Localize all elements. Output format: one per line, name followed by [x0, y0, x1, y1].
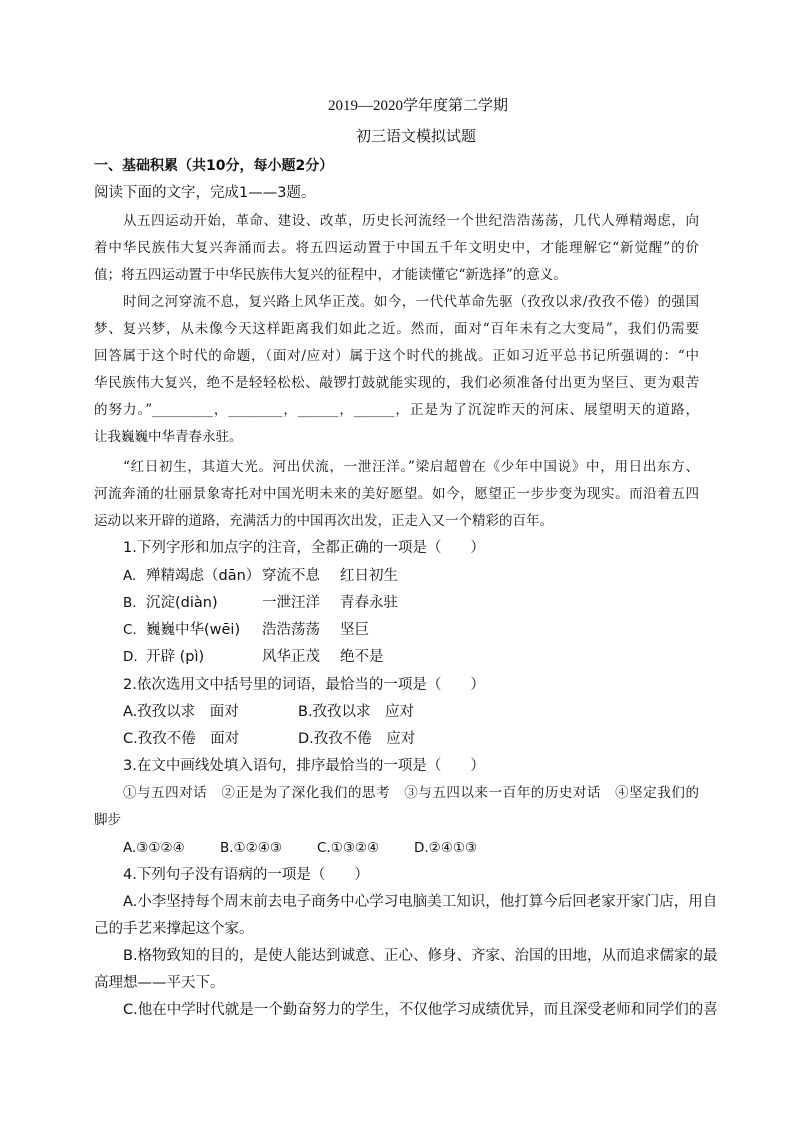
q4-option-c: C.他在中学时代就是一个勤奋努力的学生，不仅他学习成绩优异，而且深受老师和同学们的喜	[123, 1002, 718, 1018]
q1-option-c-word1: 巍巍中华(wēi)	[146, 622, 241, 638]
q3-option-d: D.②④①③	[414, 840, 478, 856]
passage-line: 时间之河穿流不息，复兴路上风华正茂。如今，一代代革命先驱（孜孜以求/孜孜不倦）的强国	[123, 294, 699, 310]
passage-line: 运动以来开辟的道路，充满活力的中国再次出发，正走入又一个精彩的百年。	[94, 513, 553, 529]
q4-option-a-continued: 己的手艺来撑起这个家。	[94, 921, 254, 937]
q3-sentences-continued: 脚步	[94, 812, 121, 828]
reading-instruction: 阅读下面的文字，完成1——3题。	[94, 185, 316, 201]
question-3-stem: 3.在文中画线处填入语句，排序最恰当的一项是（ ）	[123, 758, 485, 774]
q1-option-c-word3: 坚巨	[340, 622, 369, 638]
q1-option-d-word1: 开辟 (pì)	[146, 649, 205, 665]
passage-line: 让我巍巍中华青春永驻。	[94, 429, 243, 445]
passage-line: 回答属于这个时代的命题，（面对/应对）属于这个时代的挑战。正如习近平总书记所强调的：“中	[94, 348, 699, 364]
q1-option-b-word2: 一泄汪洋	[262, 595, 320, 611]
q3-option-a: A.③①②④	[123, 840, 185, 856]
question-1-stem: 1.下列字形和加点字的注音，全都正确的一项是（ ）	[123, 540, 485, 556]
q3-option-c: C.①③②④	[317, 840, 380, 856]
q1-option-b-word1: 沉淀(diàn)	[146, 595, 218, 611]
q2-option-d: D.孜孜不倦 应对	[298, 731, 416, 747]
passage-line: 从五四运动开始，革命、建设、改革，历史长河流经一个世纪浩浩荡荡，几代人殚精竭虑，向	[123, 213, 699, 229]
passage-line: “红日初生，其道大光。河出伏流，一泄汪洋。”梁启超曾在《少年中国说》中，用日出东方、	[123, 459, 699, 475]
q2-option-b: B.孜孜以求 应对	[298, 704, 415, 720]
q1-option-d-label: D.	[123, 649, 138, 665]
q4-option-b-continued: 高理想——平天下。	[94, 975, 225, 991]
question-4-stem: 4.下列句子没有语病的一项是（ ）	[123, 867, 369, 883]
q1-option-c-label: C.	[123, 622, 137, 638]
q2-option-a: A.孜孜以求 面对	[123, 704, 239, 720]
q3-sentences: ①与五四对话 ②正是为了深化我们的思考 ③与五四以来一百年的历史对话 ④坚定我们的	[123, 785, 699, 801]
passage-line: 河流奔涌的壮丽景象寄托对中国光明未来的美好愿望。如今，愿望正一步步变为现实。而沿着五四	[94, 486, 699, 502]
passage-line: 值；将五四运动置于中华民族伟大复兴的征程中，才能读懂它“新选择”的意义。	[94, 267, 567, 283]
q1-option-a-word2: 穿流不息	[262, 568, 320, 584]
q1-option-d-word2: 风华正茂	[262, 649, 320, 665]
exam-title: 初三语文模拟试题	[356, 129, 477, 145]
q1-option-b-word3: 青春永驻	[340, 595, 398, 611]
school-year-line: 2019—2020学年度第二学期	[328, 98, 509, 114]
q1-option-b-label: B.	[123, 595, 137, 611]
question-2-stem: 2.依次选用文中括号里的词语，最恰当的一项是（ ）	[123, 677, 485, 693]
passage-line-with-blanks: 的努力。”_________，________，______，______，正是为了沉淀昨天的河床、展望明天的道路，	[94, 402, 699, 418]
q4-option-b: B.格物致知的目的，是使人能达到诚意、正心、修身、齐家、治国的田地，从而追求儒家的最	[123, 948, 718, 964]
passage-line: 梦、复兴梦，从未像今天这样距离我们如此之近。然而，面对“百年未有之大变局”，我们仍需要	[94, 321, 699, 337]
section-heading: 一、基础积累（共10分，每小题2分）	[94, 158, 334, 174]
q4-option-a: A.小李坚持每个周末前去电子商务中心学习电脑美工知识，他打算今后回老家开家门店，用自	[123, 894, 718, 910]
passage-line: 华民族伟大复兴，绝不是轻轻松松、敲锣打鼓就能实现的，我们必须准备付出更为坚巨、更为艰苦	[94, 375, 699, 391]
q1-option-c-word2: 浩浩荡荡	[262, 622, 320, 638]
q1-option-d-word3: 绝不是	[340, 649, 384, 665]
passage-line: 着中华民族伟大复兴奔涌而去。将五四运动置于中国五千年文明史中，才能理解它“新觉醒”的价	[94, 240, 699, 256]
q3-option-b: B.①②④③	[220, 840, 282, 856]
q1-option-a-word3: 红日初生	[340, 568, 398, 584]
q2-option-c: C.孜孜不倦 面对	[123, 731, 240, 747]
q1-option-a-label: A.	[123, 568, 137, 584]
q1-option-a-word1: 殚精竭虑（dān）	[146, 568, 261, 584]
